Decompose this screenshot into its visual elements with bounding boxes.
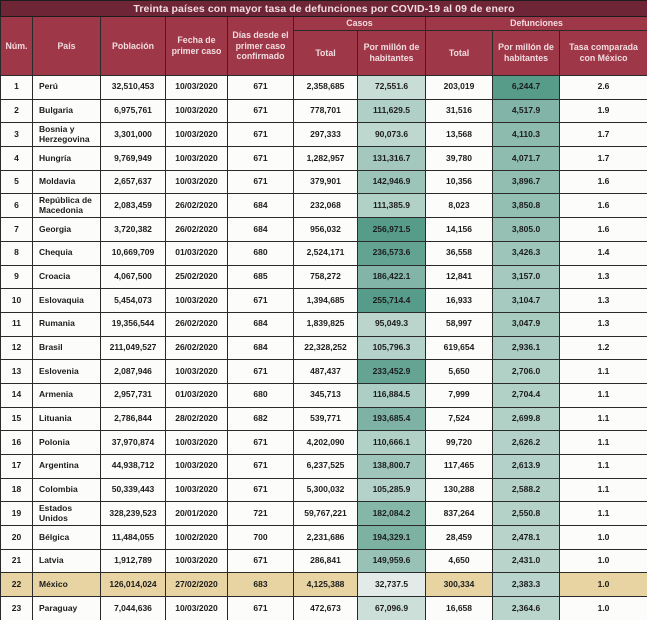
cell-defunciones-total: 12,841 xyxy=(426,265,493,289)
cell-dias: 683 xyxy=(228,573,294,597)
cell-tasa: 1.1 xyxy=(560,455,647,479)
cell-casos-total: 232,068 xyxy=(294,194,358,218)
cell-num: 17 xyxy=(1,455,33,479)
cell-defunciones-por-millon: 2,364.6 xyxy=(493,597,560,620)
cell-pais: Paraguay xyxy=(33,597,101,620)
cell-dias: 671 xyxy=(228,455,294,479)
table-row xyxy=(1,99,647,123)
cell-casos-por-millon: 67,096.9 xyxy=(358,597,426,620)
cell-fecha: 10/03/2020 xyxy=(166,123,228,147)
col-header-defunciones-total: Total xyxy=(426,31,493,76)
cell-pais: Armenia xyxy=(33,383,101,407)
cell-poblacion: 2,786,844 xyxy=(101,407,166,431)
table-row xyxy=(1,407,647,431)
cell-defunciones-por-millon: 4,071.7 xyxy=(493,147,560,171)
cell-tasa: 1.1 xyxy=(560,502,647,526)
cell-casos-total: 2,358,685 xyxy=(294,76,358,100)
cell-defunciones-total: 31,516 xyxy=(426,99,493,123)
cell-defunciones-total: 300,334 xyxy=(426,573,493,597)
cell-poblacion: 37,970,874 xyxy=(101,431,166,455)
cell-poblacion: 2,083,459 xyxy=(101,194,166,218)
cell-defunciones-total: 7,524 xyxy=(426,407,493,431)
cell-num: 20 xyxy=(1,526,33,550)
cell-fecha: 10/03/2020 xyxy=(166,99,228,123)
cell-poblacion: 9,769,949 xyxy=(101,147,166,171)
cell-num: 16 xyxy=(1,431,33,455)
cell-casos-por-millon: 105,796.3 xyxy=(358,336,426,360)
cell-pais: Chequia xyxy=(33,241,101,265)
cell-pais: Moldavia xyxy=(33,170,101,194)
cell-poblacion: 3,301,000 xyxy=(101,123,166,147)
cell-defunciones-total: 36,558 xyxy=(426,241,493,265)
cell-dias: 671 xyxy=(228,431,294,455)
col-header-casos-total: Total xyxy=(294,31,358,76)
table-row xyxy=(1,194,647,218)
cell-num: 10 xyxy=(1,289,33,313)
cell-num: 23 xyxy=(1,597,33,620)
cell-poblacion: 328,239,523 xyxy=(101,502,166,526)
cell-dias: 671 xyxy=(228,549,294,573)
cell-poblacion: 1,912,789 xyxy=(101,549,166,573)
cell-fecha: 10/03/2020 xyxy=(166,170,228,194)
cell-pais: Estados Unidos xyxy=(33,502,101,526)
cell-num: 2 xyxy=(1,99,33,123)
cell-defunciones-por-millon: 2,626.2 xyxy=(493,431,560,455)
cell-defunciones-por-millon: 2,478.1 xyxy=(493,526,560,550)
cell-tasa: 1.3 xyxy=(560,265,647,289)
cell-pais: Croacia xyxy=(33,265,101,289)
cell-dias: 671 xyxy=(228,123,294,147)
cell-tasa: 1.1 xyxy=(560,407,647,431)
cell-poblacion: 32,510,453 xyxy=(101,76,166,100)
cell-casos-total: 758,272 xyxy=(294,265,358,289)
cell-defunciones-total: 58,997 xyxy=(426,312,493,336)
cell-fecha: 10/03/2020 xyxy=(166,289,228,313)
cell-defunciones-por-millon: 2,704.4 xyxy=(493,383,560,407)
cell-num: 11 xyxy=(1,312,33,336)
cell-tasa: 1.4 xyxy=(560,241,647,265)
cell-dias: 700 xyxy=(228,526,294,550)
cell-casos-por-millon: 256,971.5 xyxy=(358,218,426,242)
cell-dias: 721 xyxy=(228,502,294,526)
cell-defunciones-total: 99,720 xyxy=(426,431,493,455)
cell-defunciones-total: 28,459 xyxy=(426,526,493,550)
cell-defunciones-total: 203,019 xyxy=(426,76,493,100)
cell-defunciones-por-millon: 3,426.3 xyxy=(493,241,560,265)
cell-defunciones-por-millon: 2,383.3 xyxy=(493,573,560,597)
cell-fecha: 20/01/2020 xyxy=(166,502,228,526)
cell-defunciones-por-millon: 3,157.0 xyxy=(493,265,560,289)
cell-dias: 684 xyxy=(228,194,294,218)
cell-defunciones-total: 130,288 xyxy=(426,478,493,502)
cell-fecha: 01/03/2020 xyxy=(166,241,228,265)
table-row xyxy=(1,597,647,620)
cell-fecha: 10/03/2020 xyxy=(166,597,228,620)
cell-num: 12 xyxy=(1,336,33,360)
cell-casos-por-millon: 138,800.7 xyxy=(358,455,426,479)
cell-defunciones-por-millon: 3,805.0 xyxy=(493,218,560,242)
cell-poblacion: 6,975,761 xyxy=(101,99,166,123)
cell-casos-por-millon: 95,049.3 xyxy=(358,312,426,336)
cell-dias: 671 xyxy=(228,99,294,123)
cell-num: 14 xyxy=(1,383,33,407)
cell-tasa: 1.7 xyxy=(560,147,647,171)
cell-casos-por-millon: 186,422.1 xyxy=(358,265,426,289)
cell-dias: 685 xyxy=(228,265,294,289)
cell-tasa: 1.6 xyxy=(560,218,647,242)
col-header-pais: País xyxy=(33,17,101,76)
cell-fecha: 10/03/2020 xyxy=(166,478,228,502)
cell-defunciones-total: 7,999 xyxy=(426,383,493,407)
cell-fecha: 26/02/2020 xyxy=(166,336,228,360)
cell-casos-por-millon: 105,285.9 xyxy=(358,478,426,502)
cell-pais: Argentina xyxy=(33,455,101,479)
cell-fecha: 26/02/2020 xyxy=(166,218,228,242)
cell-fecha: 10/03/2020 xyxy=(166,455,228,479)
cell-fecha: 10/03/2020 xyxy=(166,76,228,100)
cell-pais: Perú xyxy=(33,76,101,100)
cell-casos-total: 5,300,032 xyxy=(294,478,358,502)
cell-tasa: 1.1 xyxy=(560,383,647,407)
cell-poblacion: 3,720,382 xyxy=(101,218,166,242)
cell-num: 1 xyxy=(1,76,33,100)
cell-defunciones-por-millon: 4,110.3 xyxy=(493,123,560,147)
cell-poblacion: 5,454,073 xyxy=(101,289,166,313)
cell-pais: Bélgica xyxy=(33,526,101,550)
cell-dias: 682 xyxy=(228,407,294,431)
col-header-tasa-comparada: Tasa comparada con México xyxy=(560,31,647,76)
cell-defunciones-por-millon: 3,047.9 xyxy=(493,312,560,336)
cell-defunciones-total: 4,650 xyxy=(426,549,493,573)
cell-casos-por-millon: 236,573.6 xyxy=(358,241,426,265)
cell-casos-total: 4,125,388 xyxy=(294,573,358,597)
cell-pais: Georgia xyxy=(33,218,101,242)
cell-tasa: 1.6 xyxy=(560,170,647,194)
cell-defunciones-por-millon: 6,244.7 xyxy=(493,76,560,100)
cell-pais: República de Macedonia xyxy=(33,194,101,218)
cell-casos-por-millon: 193,685.4 xyxy=(358,407,426,431)
col-header-num: Núm. xyxy=(1,17,33,76)
cell-defunciones-por-millon: 2,431.0 xyxy=(493,549,560,573)
cell-dias: 684 xyxy=(228,218,294,242)
cell-defunciones-total: 14,156 xyxy=(426,218,493,242)
cell-pais: Latvia xyxy=(33,549,101,573)
cell-defunciones-total: 16,658 xyxy=(426,597,493,620)
cell-casos-total: 539,771 xyxy=(294,407,358,431)
table-row xyxy=(1,549,647,573)
cell-casos-total: 297,333 xyxy=(294,123,358,147)
cell-poblacion: 4,067,500 xyxy=(101,265,166,289)
cell-fecha: 28/02/2020 xyxy=(166,407,228,431)
cell-num: 5 xyxy=(1,170,33,194)
cell-num: 4 xyxy=(1,147,33,171)
cell-defunciones-total: 39,780 xyxy=(426,147,493,171)
cell-pais: Rumania xyxy=(33,312,101,336)
cell-fecha: 25/02/2020 xyxy=(166,265,228,289)
cell-poblacion: 11,484,055 xyxy=(101,526,166,550)
cell-num: 21 xyxy=(1,549,33,573)
cell-casos-por-millon: 72,551.6 xyxy=(358,76,426,100)
cell-tasa: 1.7 xyxy=(560,123,647,147)
cell-casos-total: 487,437 xyxy=(294,360,358,384)
cell-defunciones-total: 5,650 xyxy=(426,360,493,384)
cell-tasa: 1.2 xyxy=(560,336,647,360)
cell-num: 22 xyxy=(1,573,33,597)
cell-dias: 671 xyxy=(228,147,294,171)
cell-casos-total: 379,901 xyxy=(294,170,358,194)
cell-tasa: 1.1 xyxy=(560,431,647,455)
cell-casos-total: 1,839,825 xyxy=(294,312,358,336)
cell-dias: 671 xyxy=(228,170,294,194)
cell-dias: 684 xyxy=(228,312,294,336)
cell-poblacion: 2,087,946 xyxy=(101,360,166,384)
cell-fecha: 26/02/2020 xyxy=(166,312,228,336)
cell-num: 3 xyxy=(1,123,33,147)
cell-dias: 684 xyxy=(228,336,294,360)
col-group-casos: Casos xyxy=(294,17,426,31)
cell-poblacion: 126,014,024 xyxy=(101,573,166,597)
cell-casos-total: 59,767,221 xyxy=(294,502,358,526)
cell-defunciones-por-millon: 2,936.1 xyxy=(493,336,560,360)
cell-defunciones-total: 10,356 xyxy=(426,170,493,194)
cell-casos-total: 1,282,957 xyxy=(294,147,358,171)
cell-defunciones-por-millon: 3,104.7 xyxy=(493,289,560,313)
cell-defunciones-total: 619,654 xyxy=(426,336,493,360)
cell-defunciones-por-millon: 3,850.8 xyxy=(493,194,560,218)
table-row xyxy=(1,76,647,100)
cell-pais: Hungría xyxy=(33,147,101,171)
table-body xyxy=(1,76,647,620)
col-group-defunciones: Defunciones xyxy=(426,17,647,31)
cell-tasa: 1.1 xyxy=(560,360,647,384)
cell-casos-total: 286,841 xyxy=(294,549,358,573)
cell-casos-por-millon: 111,629.5 xyxy=(358,99,426,123)
cell-poblacion: 7,044,636 xyxy=(101,597,166,620)
cell-fecha: 10/03/2020 xyxy=(166,147,228,171)
cell-casos-por-millon: 194,329.1 xyxy=(358,526,426,550)
cell-pais: Bulgaria xyxy=(33,99,101,123)
cell-defunciones-total: 16,933 xyxy=(426,289,493,313)
table-title: Treinta países con mayor tasa de defunciones por COVID-19 al 09 de enero xyxy=(1,1,647,17)
cell-fecha: 10/02/2020 xyxy=(166,526,228,550)
cell-pais: Colombia xyxy=(33,478,101,502)
cell-casos-total: 2,524,171 xyxy=(294,241,358,265)
cell-casos-por-millon: 32,737.5 xyxy=(358,573,426,597)
cell-poblacion: 2,957,731 xyxy=(101,383,166,407)
table-row xyxy=(1,147,647,171)
cell-casos-por-millon: 255,714.4 xyxy=(358,289,426,313)
cell-poblacion: 19,356,544 xyxy=(101,312,166,336)
col-header-defunciones-por-millon: Por millón de habitantes xyxy=(493,31,560,76)
cell-defunciones-total: 837,264 xyxy=(426,502,493,526)
cell-num: 7 xyxy=(1,218,33,242)
cell-fecha: 01/03/2020 xyxy=(166,383,228,407)
cell-tasa: 1.1 xyxy=(560,478,647,502)
cell-fecha: 10/03/2020 xyxy=(166,360,228,384)
cell-casos-por-millon: 111,385.9 xyxy=(358,194,426,218)
cell-fecha: 10/03/2020 xyxy=(166,431,228,455)
table-row xyxy=(1,360,647,384)
cell-defunciones-por-millon: 2,613.9 xyxy=(493,455,560,479)
table-row xyxy=(1,312,647,336)
cell-casos-total: 6,237,525 xyxy=(294,455,358,479)
cell-tasa: 1.3 xyxy=(560,312,647,336)
table-row xyxy=(1,455,647,479)
cell-casos-total: 1,394,685 xyxy=(294,289,358,313)
cell-casos-por-millon: 182,084.2 xyxy=(358,502,426,526)
cell-defunciones-por-millon: 3,896.7 xyxy=(493,170,560,194)
cell-defunciones-total: 117,465 xyxy=(426,455,493,479)
cell-defunciones-por-millon: 2,706.0 xyxy=(493,360,560,384)
cell-casos-total: 956,032 xyxy=(294,218,358,242)
cell-casos-total: 472,673 xyxy=(294,597,358,620)
cell-poblacion: 10,669,709 xyxy=(101,241,166,265)
cell-num: 6 xyxy=(1,194,33,218)
cell-poblacion: 2,657,637 xyxy=(101,170,166,194)
table-row xyxy=(1,289,647,313)
cell-defunciones-por-millon: 2,699.8 xyxy=(493,407,560,431)
cell-poblacion: 50,339,443 xyxy=(101,478,166,502)
cell-tasa: 1.0 xyxy=(560,549,647,573)
table-row-highlighted xyxy=(1,573,647,597)
cell-tasa: 1.6 xyxy=(560,194,647,218)
table-row xyxy=(1,502,647,526)
cell-casos-por-millon: 110,666.1 xyxy=(358,431,426,455)
cell-fecha: 26/02/2020 xyxy=(166,194,228,218)
cell-defunciones-por-millon: 2,550.8 xyxy=(493,502,560,526)
cell-defunciones-por-millon: 4,517.9 xyxy=(493,99,560,123)
cell-num: 15 xyxy=(1,407,33,431)
table-row xyxy=(1,336,647,360)
cell-pais: Bosnia y Herzegovina xyxy=(33,123,101,147)
cell-dias: 671 xyxy=(228,597,294,620)
cell-num: 18 xyxy=(1,478,33,502)
cell-num: 8 xyxy=(1,241,33,265)
table-row xyxy=(1,478,647,502)
cell-casos-por-millon: 116,884.5 xyxy=(358,383,426,407)
cell-defunciones-total: 13,568 xyxy=(426,123,493,147)
cell-dias: 680 xyxy=(228,383,294,407)
cell-pais: Brasil xyxy=(33,336,101,360)
cell-tasa: 1.0 xyxy=(560,573,647,597)
cell-pais: Eslovenia xyxy=(33,360,101,384)
cell-casos-total: 345,713 xyxy=(294,383,358,407)
cell-casos-por-millon: 131,316.7 xyxy=(358,147,426,171)
cell-num: 9 xyxy=(1,265,33,289)
cell-num: 19 xyxy=(1,502,33,526)
cell-defunciones-por-millon: 2,588.2 xyxy=(493,478,560,502)
table-row xyxy=(1,383,647,407)
col-header-dias: Días desde el primer caso confirmado xyxy=(228,17,294,76)
cell-casos-total: 22,328,252 xyxy=(294,336,358,360)
table-row xyxy=(1,526,647,550)
cell-casos-por-millon: 233,452.9 xyxy=(358,360,426,384)
table-row xyxy=(1,265,647,289)
table-row xyxy=(1,431,647,455)
cell-pais: Polonia xyxy=(33,431,101,455)
cell-pais: Lituania xyxy=(33,407,101,431)
col-header-fecha: Fecha de primer caso xyxy=(166,17,228,76)
cell-casos-total: 4,202,090 xyxy=(294,431,358,455)
cell-dias: 671 xyxy=(228,478,294,502)
cell-tasa: 1.9 xyxy=(560,99,647,123)
cell-tasa: 1.0 xyxy=(560,597,647,620)
table-row xyxy=(1,218,647,242)
cell-pais: México xyxy=(33,573,101,597)
cell-casos-por-millon: 142,946.9 xyxy=(358,170,426,194)
cell-dias: 671 xyxy=(228,76,294,100)
cell-casos-total: 2,231,686 xyxy=(294,526,358,550)
table-row xyxy=(1,170,647,194)
table-row xyxy=(1,241,647,265)
col-header-poblacion: Población xyxy=(101,17,166,76)
cell-poblacion: 44,938,712 xyxy=(101,455,166,479)
cell-dias: 671 xyxy=(228,360,294,384)
cell-dias: 680 xyxy=(228,241,294,265)
cell-dias: 671 xyxy=(228,289,294,313)
cell-poblacion: 211,049,527 xyxy=(101,336,166,360)
cell-pais: Eslovaquia xyxy=(33,289,101,313)
cell-casos-total: 778,701 xyxy=(294,99,358,123)
cell-defunciones-total: 8,023 xyxy=(426,194,493,218)
cell-tasa: 1.3 xyxy=(560,289,647,313)
cell-fecha: 27/02/2020 xyxy=(166,573,228,597)
cell-fecha: 10/03/2020 xyxy=(166,549,228,573)
cell-num: 13 xyxy=(1,360,33,384)
cell-casos-por-millon: 90,073.6 xyxy=(358,123,426,147)
cell-tasa: 1.0 xyxy=(560,526,647,550)
col-header-casos-por-millon: Por millón de habitantes xyxy=(358,31,426,76)
table-row xyxy=(1,123,647,147)
cell-casos-por-millon: 149,959.6 xyxy=(358,549,426,573)
cell-tasa: 2.6 xyxy=(560,76,647,100)
